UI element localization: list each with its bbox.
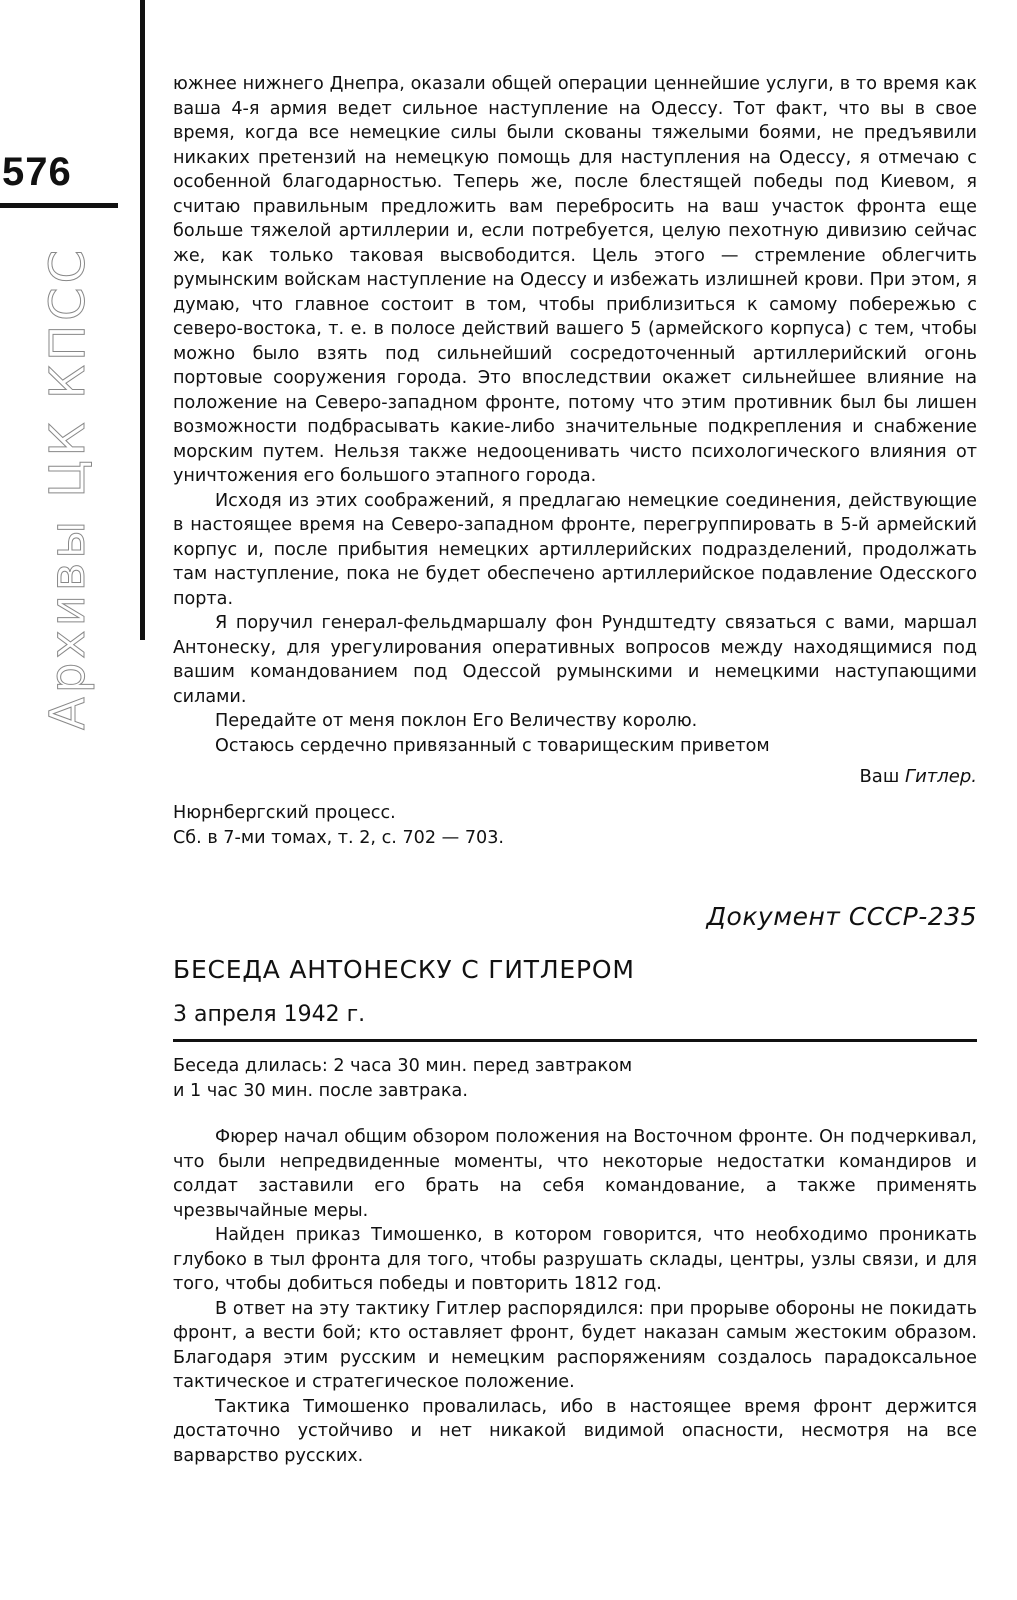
document-label: Документ СССР-235 bbox=[706, 902, 977, 931]
page-number-rule bbox=[0, 203, 118, 208]
signature-prefix: Ваш bbox=[859, 766, 900, 787]
letter-paragraph: Исходя из этих соображений, я предлагаю немецкие соединения, действующие в настоящее время на Северо-западном фронте, перегруппировать в 5-й армейский корпус и, после прибытия немецких артиллерийских подразделений, продолжать там наступление, пока не будет обеспечено артиллерийское подавление Одесского порта. bbox=[173, 490, 977, 609]
letter-paragraph: южнее нижнего Днепра, оказали общей операции ценнейшие услуги, в то время как ваша 4-я армия ведет сильное наступление на Одессу. Тот факт, что вы в свое время, когда все немецкие силы были скованы тяжелыми боями, не предъявили никаких претензий на немецкую помощь для наступления на Одессу, я отмечаю с особенной благодарностью. Теперь же, после блестящей победы под Киевом, я считаю правильным предложить вам перебросить на ваш участок фронта еще больше тяжелой артиллерии и, если потребуется, целую пехотную дивизию сейчас же, как только таковая высвободится. Цель этого — стремление облегчить румынским войскам наступление на Одессу и избежать излишней крови. При этом, я думаю, что главное состоит в том, чтобы приблизиться к самому побережью с северо-востока, т. е. в полосе действий вашего 5 (армейского корпуса) с тем, чтобы можно было взять под сильнейший сосредоточенный артиллерийский огонь портовые сооружения города. Это впоследствии окажет сильнейшее влияние на положение на Северо-западном фронте, потому что этим противник был бы лишен возможности подбрасывать какие-либо значительные подкрепления и снабжение морским путем. Нельзя также недооценивать чисто психологического влияния от уничтожения его большого этапного города. bbox=[173, 74, 977, 486]
meta-line: Беседа длилась: 2 часа 30 мин. перед завтраком bbox=[173, 1056, 633, 1076]
source-line: Сб. в 7-ми томах, т. 2, с. 702 — 703. bbox=[173, 827, 504, 848]
document-paragraph: В ответ на эту тактику Гитлер распорядился: при прорыве обороны не покидать фронт, а вести бой; кто оставляет фронт, будет наказан самым жестоким образом. Благодаря этим русским и немецким распоряжениям создалось парадоксальное тактическое и стратегическое положение. bbox=[173, 1298, 977, 1392]
document-date: 3 апреля 1942 г. bbox=[173, 1002, 366, 1027]
side-running-title: Архивы ЦК КПСС bbox=[40, 245, 96, 730]
document-header-rule bbox=[173, 1039, 977, 1042]
document-paragraph: Тактика Тимошенко провалилась, ибо в настоящее время фронт держится достаточно устойчиво и нет никакой видимой опасности, несмотря на все варварство русских. bbox=[173, 1396, 977, 1466]
letter-paragraph: Я поручил генерал-фельдмаршалу фон Рундштедту связаться с вами, маршал Антонеску, для урегулирования оперативных вопросов между находящимися под вашим командованием под Одессой румынскими и немецкими наступающими силами. bbox=[173, 613, 977, 707]
letter-signature bbox=[173, 766, 977, 787]
page-number: 576 bbox=[2, 150, 72, 194]
document-paragraph: Найден приказ Тимошенко, в котором говорится, что необходимо проникать глубоко в тыл фронта для того, чтобы разрушать склады, центры, узлы связи, и для того, чтобы добиться победы и повторить 1812 год. bbox=[173, 1225, 977, 1294]
source-citation bbox=[173, 801, 977, 850]
document-title: БЕСЕДА АНТОНЕСКУ С ГИТЛЕРОМ bbox=[173, 955, 635, 984]
document-meta bbox=[173, 1054, 977, 1103]
source-line: Нюрнбергский процесс. bbox=[173, 803, 396, 823]
signature-name: Гитлер. bbox=[905, 766, 977, 787]
meta-line: и 1 час 30 мин. после завтрака. bbox=[173, 1080, 468, 1101]
page-content bbox=[173, 72, 977, 1468]
letter-paragraph: Остаюсь сердечно привязанный с товарищеским приветом bbox=[215, 735, 770, 756]
document-paragraph: Фюрер начал общим обзором положения на Восточном фронте. Он подчеркивал, что были непредвиденные моменты, что некоторые недостатки командиров и солдат заставили его брать на себя командование, а также применять чрезвычайные меры. bbox=[173, 1127, 977, 1221]
margin-vertical-rule bbox=[140, 0, 145, 640]
letter-paragraph: Передайте от меня поклон Его Величеству королю. bbox=[215, 711, 698, 731]
